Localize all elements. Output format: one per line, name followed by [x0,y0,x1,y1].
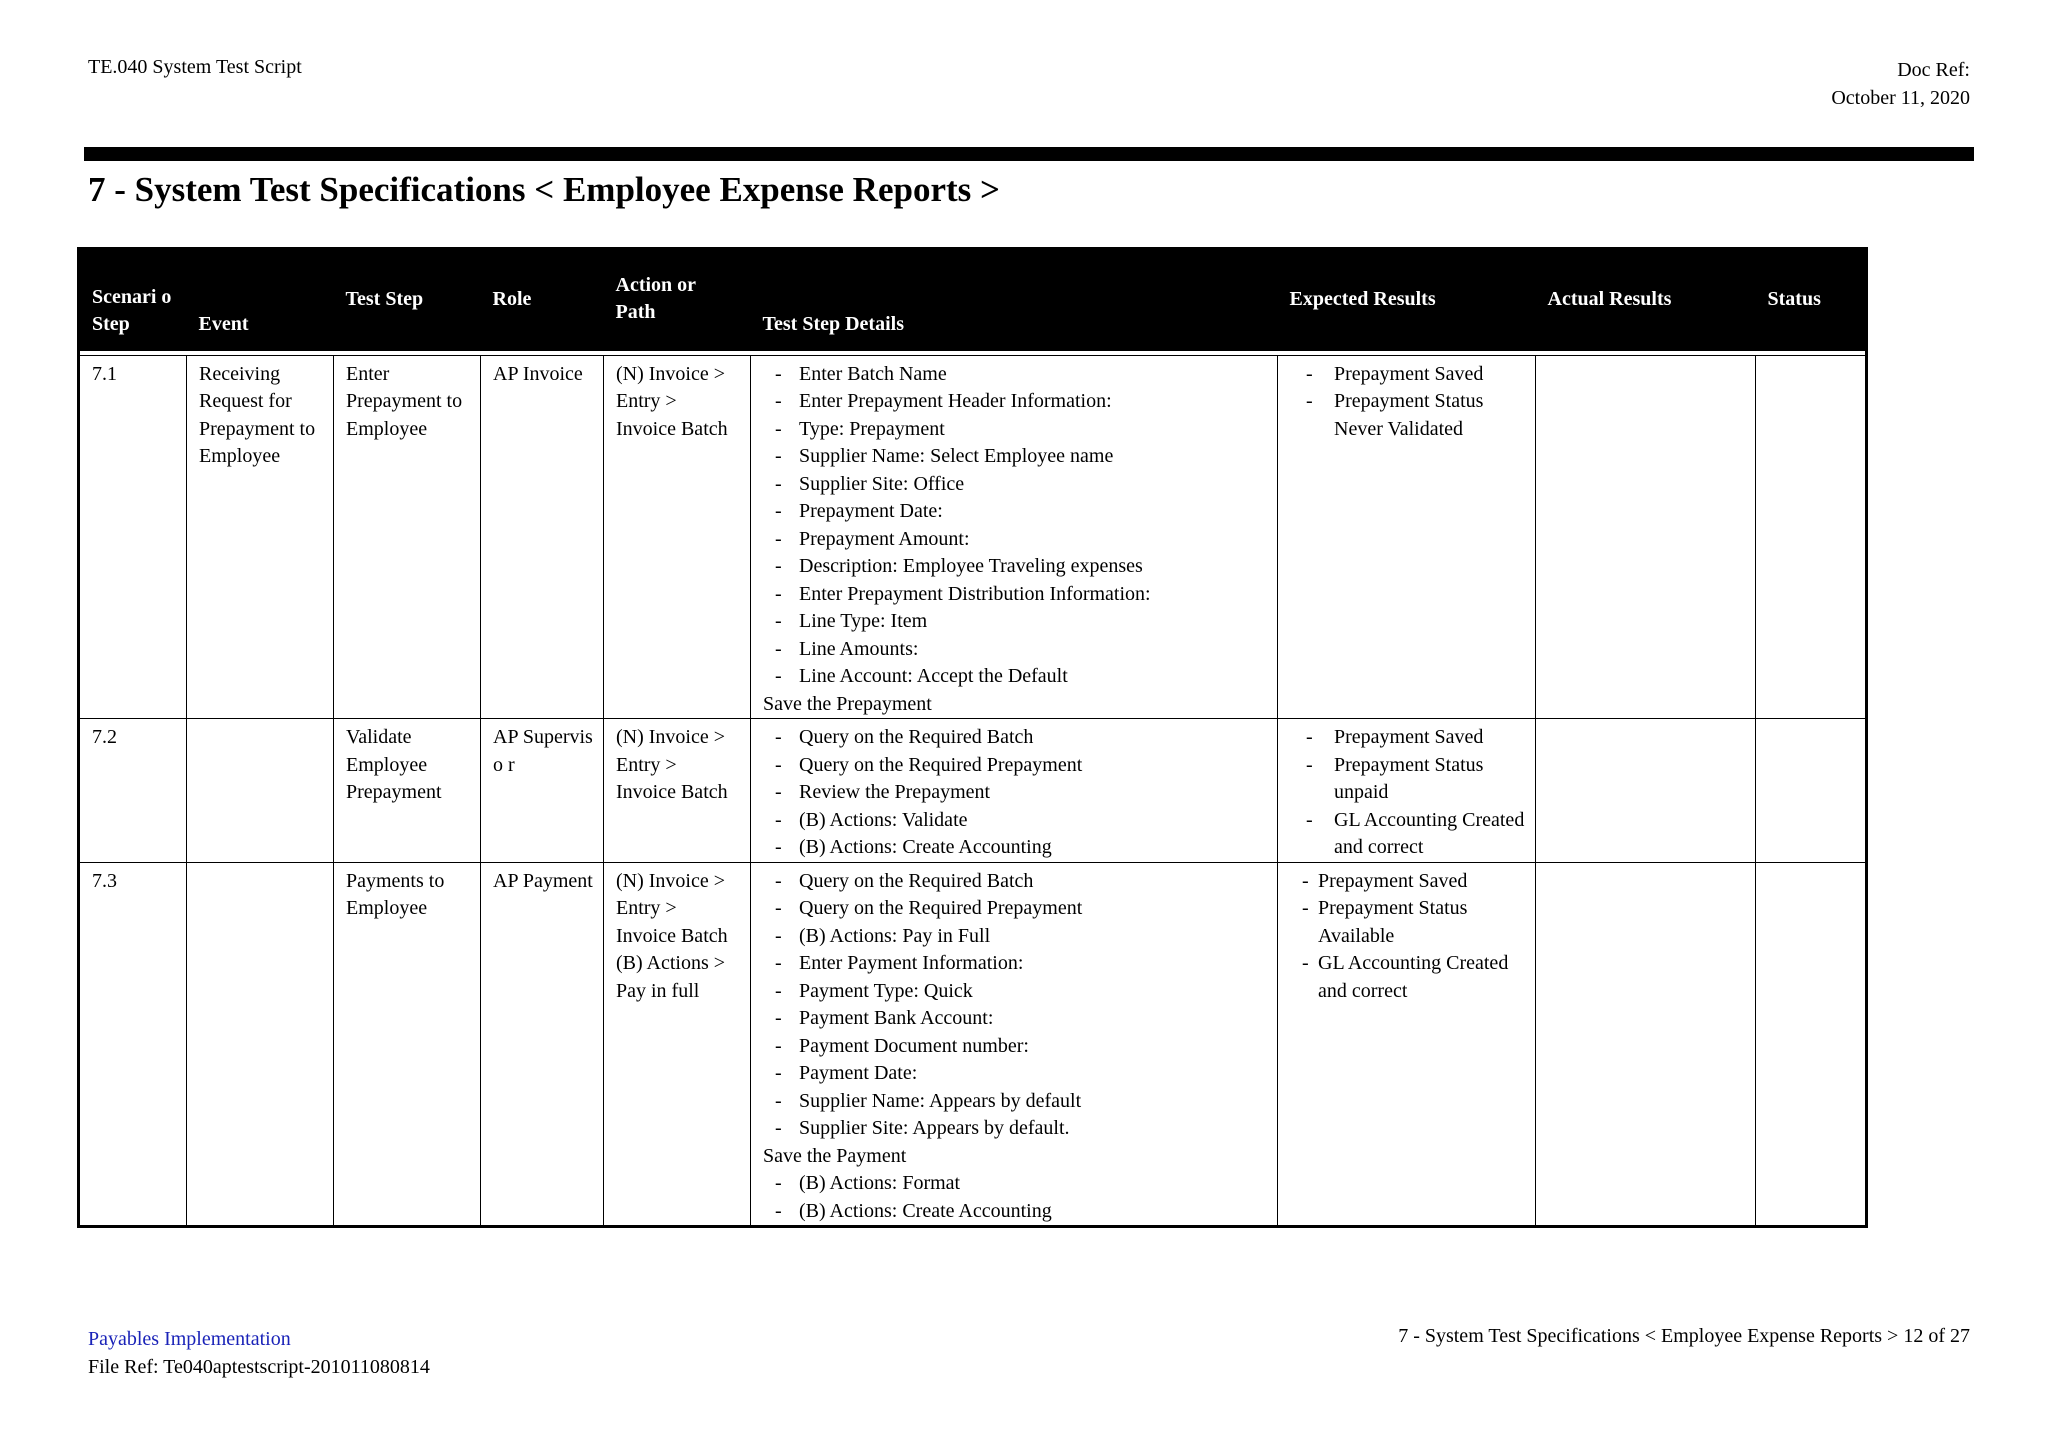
header-rule [84,147,1974,161]
event-cell: Receiving Request for Prepayment to Employee [187,355,334,719]
action-path-cell: (N) Invoice > Entry > Invoice Batch [604,355,751,719]
action-path-cell: (N) Invoice > Entry > Invoice Batch [604,719,751,863]
col-header-role: Role [481,249,604,351]
list-item: - Line Amounts: [763,636,1267,664]
list-item: - Prepayment Date: [763,498,1267,526]
expected-list [1290,361,1525,444]
list-item: - (B) Actions: Pay in Full [763,923,1267,951]
event-cell [187,862,334,1227]
list-item: - Prepayment Status Never Validated [1290,388,1525,443]
role-cell: AP Invoice [481,355,604,719]
details-list [763,724,1267,862]
list-item: - Payment Date: [763,1060,1267,1088]
col-header-event: Event [187,249,334,351]
list-item: - (B) Actions: Create Accounting [763,1198,1267,1226]
details-note: Save the Payment [763,1144,907,1167]
list-item: - Prepayment Amount: [763,526,1267,554]
list-item: - (B) Actions: Format [763,1170,1267,1198]
expected-results-cell [1278,719,1536,863]
test-step-cell: Payments to Employee [334,862,481,1227]
role-cell: AP Superviso r [481,719,604,863]
table-row [79,719,1867,863]
status-cell [1756,862,1867,1227]
list-item: - Type: Prepayment [763,416,1267,444]
list-item: - Prepayment Saved [1290,361,1525,389]
list-item: - (B) Actions: Create Accounting [763,834,1267,862]
col-header-expected: Expected Results [1278,249,1536,351]
doc-ref-label: Doc Ref: [1897,59,1970,81]
status-cell [1756,355,1867,719]
test-step-details-cell [751,355,1278,719]
details-list [763,1170,1267,1225]
list-item: - (B) Actions: Validate [763,807,1267,835]
file-reference: File Ref: Te040aptestscript-201011080814 [88,1356,430,1378]
expected-results-cell [1278,862,1536,1227]
expected-list [1290,868,1525,1006]
table-header-row [79,249,1867,351]
list-item: - Supplier Site: Appears by default. [763,1115,1267,1143]
col-header-actual: Actual Results [1536,249,1756,351]
expected-list [1290,724,1525,862]
table-row [79,862,1867,1227]
list-item: - Query on the Required Prepayment [763,895,1267,923]
footer-left [88,1325,430,1381]
list-item: - Supplier Name: Appears by default [763,1088,1267,1116]
list-item: - Supplier Name: Select Employee name [763,443,1267,471]
list-item: - Line Type: Item [763,608,1267,636]
list-item: - Query on the Required Prepayment [763,752,1267,780]
scenario-step-cell: 7.1 [79,355,187,719]
project-link[interactable]: Payables Implementation [88,1328,291,1350]
document-date: October 11, 2020 [1831,87,1970,109]
list-item: - Payment Type: Quick [763,978,1267,1006]
document-title: TE.040 System Test Script [88,56,302,78]
test-step-cell: Enter Prepayment to Employee [334,355,481,719]
role-cell: AP Payment [481,862,604,1227]
actual-results-cell [1536,355,1756,719]
table-row [79,355,1867,719]
page-info: 7 - System Test Specifications < Employee Expense Reports > 12 of 27 [1398,1325,1970,1347]
list-item: - GL Accounting Created and correct [1290,807,1525,862]
scenario-step-cell: 7.3 [79,862,187,1227]
list-item: - Enter Batch Name [763,361,1267,389]
test-step-details-cell [751,862,1278,1227]
action-path-cell: (N) Invoice > Entry > Invoice Batch (B) Actions > Pay in full [604,862,751,1227]
list-item: - Payment Bank Account: [763,1005,1267,1033]
scenario-step-cell: 7.2 [79,719,187,863]
list-item: - Prepayment Saved [1290,724,1525,752]
list-item: - Supplier Site: Office [763,471,1267,499]
list-item: - GL Accounting Created and correct [1290,950,1525,1005]
list-item: - Description: Employee Traveling expenses [763,553,1267,581]
list-item: - Line Account: Accept the Default [763,663,1267,691]
list-item: - Prepayment Saved [1290,868,1525,896]
col-header-details: Test Step Details [751,249,1278,351]
list-item: - Query on the Required Batch [763,724,1267,752]
test-step-details-cell [751,719,1278,863]
event-cell [187,719,334,863]
details-list [763,361,1267,691]
list-item: - Enter Payment Information: [763,950,1267,978]
actual-results-cell [1536,862,1756,1227]
list-item: - Payment Document number: [763,1033,1267,1061]
list-item: - Enter Prepayment Distribution Information: [763,581,1267,609]
list-item: - Review the Prepayment [763,779,1267,807]
actual-results-cell [1536,719,1756,863]
col-header-status: Status [1756,249,1867,351]
expected-results-cell [1278,355,1536,719]
list-item: - Query on the Required Batch [763,868,1267,896]
document-reference [1831,56,1970,112]
col-header-scenario-step: Scenari o Step [79,249,187,351]
details-list [763,868,1267,1143]
list-item: - Prepayment Status unpaid [1290,752,1525,807]
status-cell [1756,719,1867,863]
list-item: - Prepayment Status Available [1290,895,1525,950]
section-title: 7 - System Test Specifications < Employee Expense Reports > [88,170,1000,209]
test-step-cell: Validate Employee Prepayment [334,719,481,863]
col-header-action-path: Action or Path [604,249,751,351]
list-item: - Enter Prepayment Header Information: [763,388,1267,416]
details-note: Save the Prepayment [763,692,932,715]
test-spec-table [77,247,1868,1228]
col-header-test-step: Test Step [334,249,481,351]
